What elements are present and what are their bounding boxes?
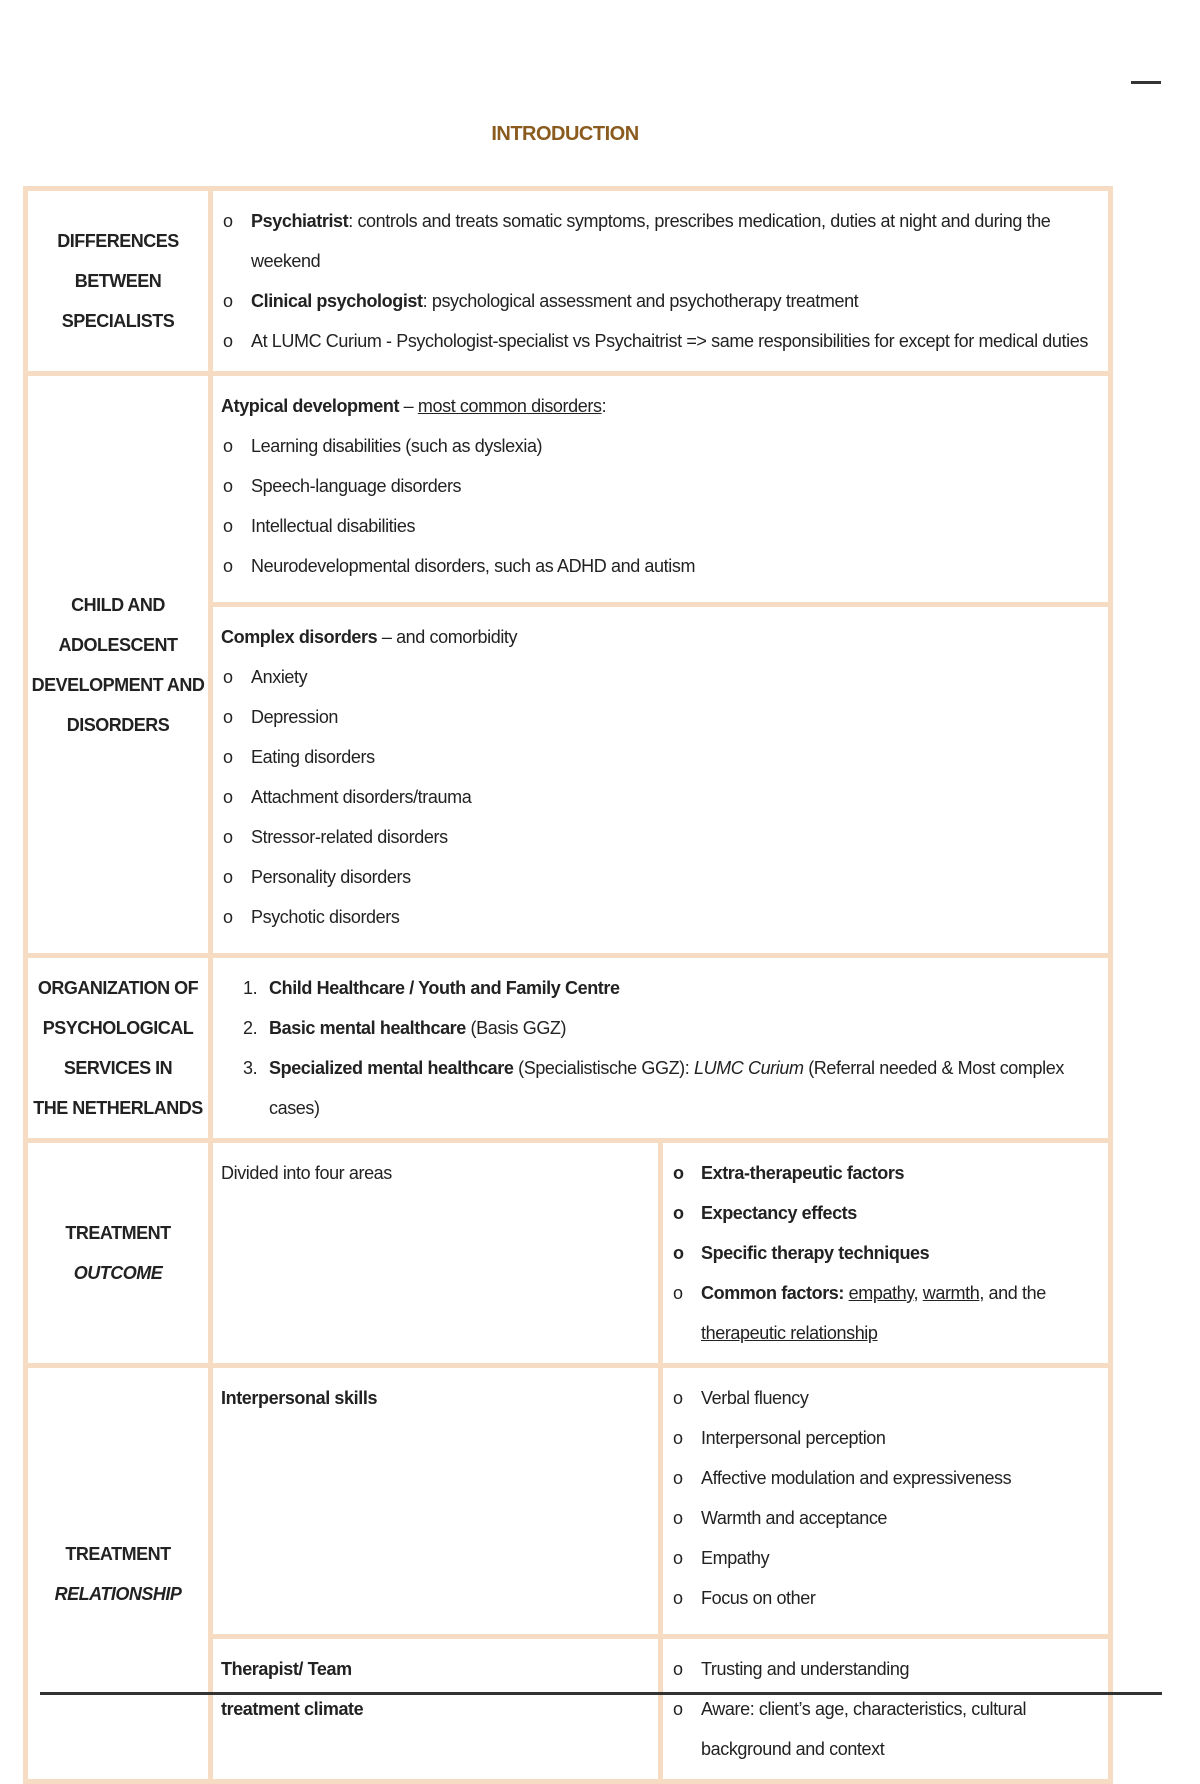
list-item: o Personality disorders — [221, 857, 1100, 897]
list-item: o Warmth and acceptance — [671, 1498, 1100, 1538]
list-item: o Psychiatrist: controls and treats somatic symptoms, prescribes medication, duties at night and during the weekend — [221, 201, 1100, 281]
label-line: PSYCHOLOGICAL SERVICES IN — [42, 1018, 194, 1078]
list-item: o Clinical psychologist: psychological assessment and psychotherapy treatment — [221, 281, 1100, 321]
label-line: SPECIALISTS — [61, 311, 175, 331]
outcome-subheading: Divided into four areas — [221, 1163, 392, 1183]
row-relationship-interpersonal — [26, 1366, 1111, 1637]
label-line: OUTCOME — [73, 1263, 163, 1283]
label-line: RELATIONSHIP — [54, 1583, 182, 1604]
complex-list — [221, 657, 1100, 937]
content-climate — [661, 1637, 1111, 1782]
list-item: o Affective modulation and expressiveness — [671, 1458, 1100, 1498]
list-item: o Interpersonal perception — [671, 1418, 1100, 1458]
row-outcome — [26, 1141, 1111, 1366]
list-item: o Common factors: empathy, warmth, and the therapeutic relationship — [671, 1273, 1100, 1353]
content-specialists — [211, 189, 1111, 374]
list-item: o Eating disorders — [221, 737, 1100, 777]
label-relationship — [26, 1366, 211, 1782]
list-item: o Specific therapy techniques — [671, 1233, 1100, 1273]
outcome-subheading-cell — [211, 1141, 661, 1366]
list-item: o Psychotic disorders — [221, 897, 1100, 937]
climate-subheading-cell — [211, 1637, 661, 1782]
list-item: o Trusting and understanding — [671, 1649, 1100, 1689]
list-item: o Empathy — [671, 1538, 1100, 1578]
content-complex — [211, 605, 1111, 956]
label-organization — [26, 956, 211, 1141]
list-item: o Extra-therapeutic factors — [671, 1153, 1100, 1193]
content-outcome — [661, 1141, 1111, 1366]
label-line: ORGANIZATION OF — [37, 978, 199, 998]
label-line: DEVELOPMENT AND — [31, 674, 205, 695]
label-specialists — [26, 189, 211, 374]
interpersonal-subheading-cell — [211, 1366, 661, 1637]
content-organization — [211, 956, 1111, 1141]
climate-list — [671, 1649, 1100, 1769]
label-line: CHILD AND ADOLESCENT — [58, 594, 178, 655]
content-atypical — [211, 374, 1111, 605]
label-outcome — [26, 1141, 211, 1366]
top-right-dash — [1131, 81, 1161, 84]
list-item: o Depression — [221, 697, 1100, 737]
label-line: THE NETHERLANDS — [33, 1098, 203, 1118]
list-item: o Focus on other — [671, 1578, 1100, 1618]
row-specialists — [26, 189, 1111, 374]
list-item: 2. Basic mental healthcare (Basis GGZ) — [243, 1018, 567, 1038]
list-item: o Attachment disorders/trauma — [221, 777, 1100, 817]
list-item: o Expectancy effects — [671, 1193, 1100, 1233]
list-item: o Anxiety — [221, 657, 1100, 697]
outcome-list — [671, 1153, 1100, 1353]
interpersonal-list — [671, 1378, 1100, 1618]
specialists-list — [221, 201, 1100, 361]
label-line: TREATMENT — [65, 1543, 171, 1564]
atypical-list — [221, 426, 1100, 586]
row-development-atypical — [26, 374, 1111, 605]
complex-heading: Complex disorders – and comorbidity — [221, 627, 518, 647]
list-item: 1. Child Healthcare / Youth and Family Centre — [243, 978, 620, 998]
page-title: INTRODUCTION — [491, 123, 639, 145]
bottom-rule — [40, 1692, 1162, 1695]
row-organization — [26, 956, 1111, 1141]
list-item: o Stressor-related disorders — [221, 817, 1100, 857]
list-item: o Speech-language disorders — [221, 466, 1100, 506]
list-item: o Verbal fluency — [671, 1378, 1100, 1418]
climate-subheading: Therapist/ Team treatment climate — [221, 1659, 364, 1719]
list-item: o Aware: client’s age, characteristics, cultural background and context — [671, 1689, 1100, 1769]
atypical-heading: Atypical development – most common disorders: — [221, 396, 607, 416]
summary-table — [23, 186, 1113, 1784]
content-interpersonal — [661, 1366, 1111, 1637]
list-item: 3. Specialized mental healthcare (Specialistische GGZ): LUMC Curium (Referral needed & Most complex cases) — [243, 1058, 1064, 1118]
list-item: o Neurodevelopmental disorders, such as ADHD and autism — [221, 546, 1100, 586]
label-line: TREATMENT — [65, 1223, 171, 1243]
label-line: DIFFERENCES BETWEEN — [57, 231, 179, 291]
organization-list — [221, 968, 1100, 1128]
label-line: DISORDERS — [66, 714, 170, 735]
interpersonal-subheading: Interpersonal skills — [221, 1388, 378, 1408]
list-item: o At LUMC Curium - Psychologist-specialist vs Psychaitrist => same responsibilities for except for medical duties — [221, 321, 1100, 361]
label-development — [26, 374, 211, 956]
list-item: o Learning disabilities (such as dyslexia) — [221, 426, 1100, 466]
list-item: o Intellectual disabilities — [221, 506, 1100, 546]
